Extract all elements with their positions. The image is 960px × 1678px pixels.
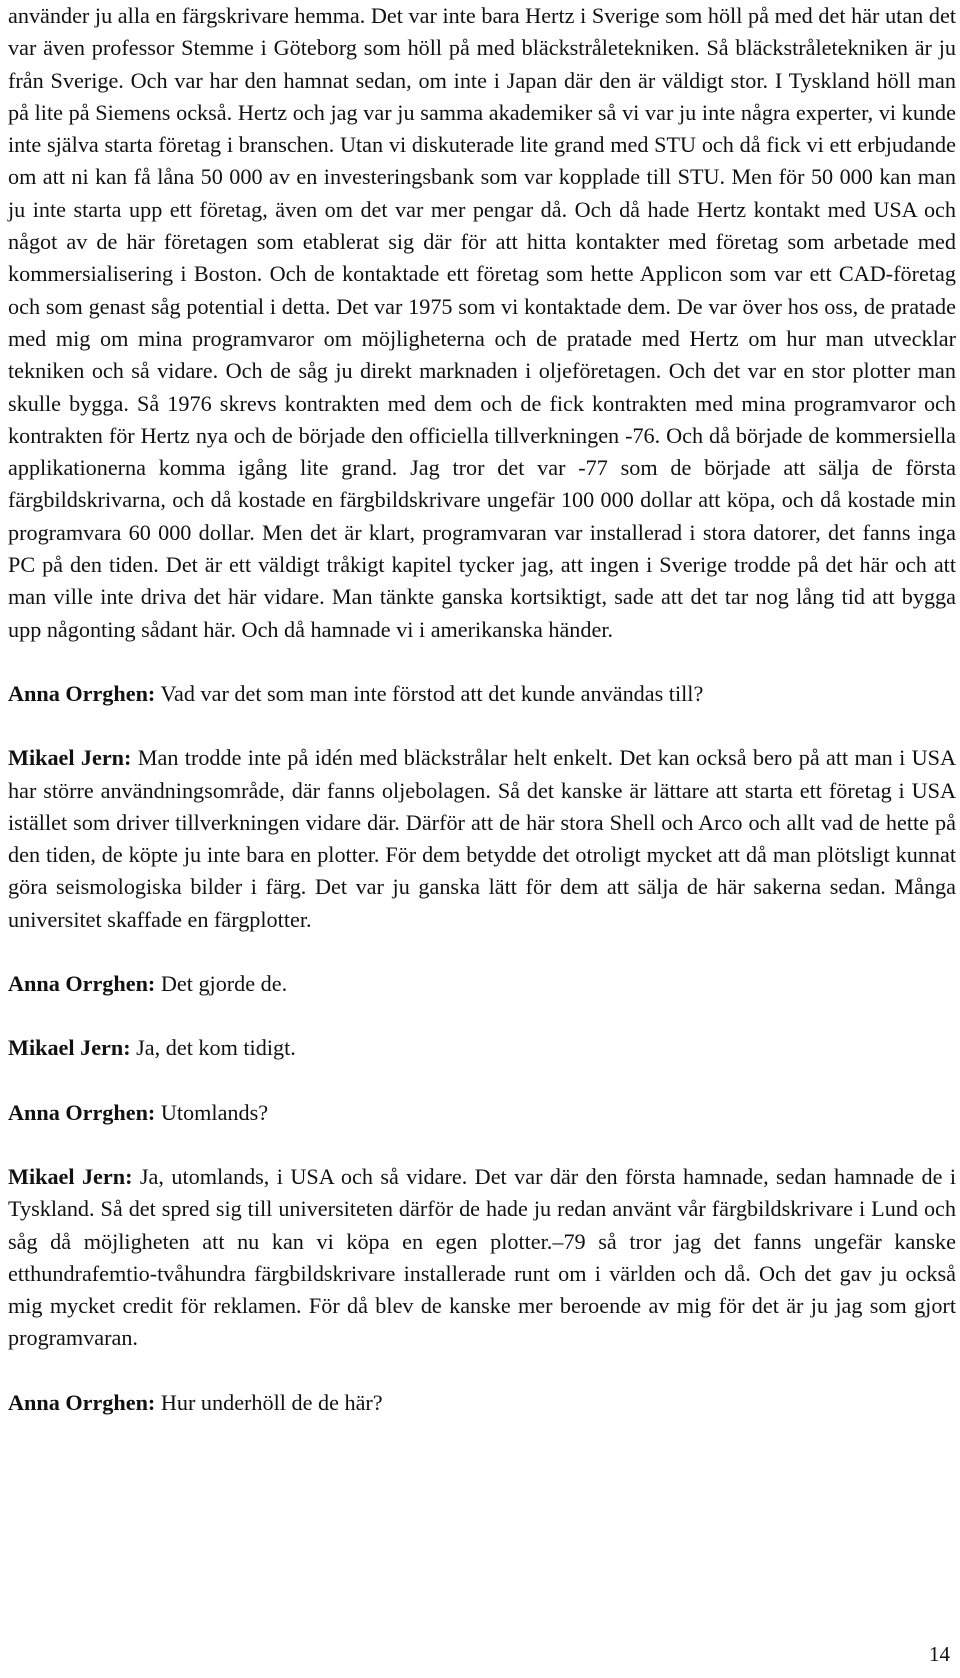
paragraph-text: använder ju alla en färgskrivare hemma. Det var inte bara Hertz i Sverige som höll på med det här utan det var även professor Stemme i Göteborg som höll på med bläckstråletekniken. Så bläckstråletekniken är ju från Sverige. Och var har den hamnat sedan, om inte i Japan där den är väldigt stor. I Tyskland höll man på lite på Siemens också. Hertz och jag var ju samma akademiker så vi var ju inte några experter, vi kunde inte själva starta företag i branschen. Utan vi diskuterade lite grand med STU och då fick vi ett erbjudande om att ni kan få låna 50 000 av en investeringsbank som var kopplade till STU. Men för 50 000 kan man ju inte starta upp ett företag, även om det var mer pengar då. Och då hade Hertz kontakt med USA och något av de här företagen som etablerat sig där för att hitta kontakter med företag som arbetade med kommersialisering i Boston. Och de kontaktade ett företag som hette Applicon som var ett CAD-företag och som genast såg potential i detta. Det var 1975 som vi kontaktade dem. De var över hos oss, de pratade med mig om mina programvaror om möjligheterna och de pratade med Hertz om hur man utvecklar tekniken och så vidare. Och de såg ju direkt marknaden i oljeföretagen. Och det var en stor plotter man skulle bygga. Så 1976 skrevs kontrakten med dem och de fick kontrakten med mina programvaror och kontrakten för Hertz nya och de började den officiella tillverkningen -76. Och då började de kommersiella applikationerna komma igång lite grand. Jag tror det var -77 som de började att sälja de första färgbildskrivarna, och då kostade en färgbildskrivare ungefär 100 000 dollar att köpa, och då kostade min programvara 60 000 dollar. Men det är klart, programvaran var installerad i stora datorer, det fanns inga PC på den tiden. Det är ett väldigt tråkigt kapitel tycker jag, att ingen i Sverige trodde på det här och att man ville inte driva det här vidare. Man tänkte ganska kortsiktigt, sade att det tar nog lång tid att bygga upp någonting sådant här. Och då hamnade vi i amerikanska händer.: [8, 3, 956, 642]
utterance-text: Utomlands?: [155, 1099, 269, 1125]
speaker-name: Anna Orrghen:: [8, 1099, 156, 1125]
document-page: [8, 0, 956, 1678]
utterance-text: Ja, utomlands, i USA och så vidare. Det var där den första hamnade, sedan hamnade de i Tyskland. Så det spred sig till universiteten därför de hade ju redan använt vår färgbildskrivare i Lund och såg då möjligheten att nu kan vi köpa en egen plotter.–79 så tror jag det fanns ungefär kanske etthundrafemtio-tvåhundra färgbildskrivare installerade runt om i världen och då. Och det gav ju också mig mycket credit för reklamen. För då blev de kanske mer beroende av mig för det är ju jag som gjort programvaran.: [8, 1163, 957, 1351]
speaker-name: Anna Orrghen:: [8, 971, 156, 997]
interview-turn: [8, 1032, 956, 1064]
interview-turn: [8, 968, 956, 1000]
speaker-name: Anna Orrghen:: [8, 680, 156, 706]
utterance-text: Det gjorde de.: [155, 971, 288, 997]
interview-turn: [8, 742, 956, 936]
speaker-name: Mikael Jern:: [8, 745, 132, 771]
speaker-name: Mikael Jern:: [8, 1035, 131, 1061]
speaker-name: Anna Orrghen:: [8, 1389, 156, 1415]
interview-turn: [8, 1097, 956, 1129]
utterance-text: Hur underhöll de de här?: [155, 1389, 383, 1415]
paragraph-continuation: [8, 0, 956, 646]
interview-turn: [8, 1161, 956, 1355]
utterance-text: Man trodde inte på idén med bläckstrålar helt enkelt. Det kan också bero på att man i USA har större användningsområde, där fanns oljebolagen. Så det kanske är lättare att starta ett företag i USA istället som driver tillverkningen vidare där. Därför att de här stora Shell och Arco och allt vad de hette på den tiden, de köpte ju inte bara en plotter. För dem betydde det otroligt mycket att då man plötsligt kunnat göra seismologiska bilder i färg. Det var ju ganska lätt för dem att sälja de här sakerna sedan. Många universitet skaffade en färgplotter.: [8, 745, 956, 932]
interview-turn: [8, 1387, 956, 1419]
interview-turn: [8, 678, 956, 710]
utterance-text: Vad var det som man inte förstod att det kunde användas till?: [155, 680, 704, 706]
utterance-text: Ja, det kom tidigt.: [130, 1035, 296, 1061]
page-number: 14: [929, 1642, 950, 1666]
speaker-name: Mikael Jern:: [8, 1163, 133, 1189]
